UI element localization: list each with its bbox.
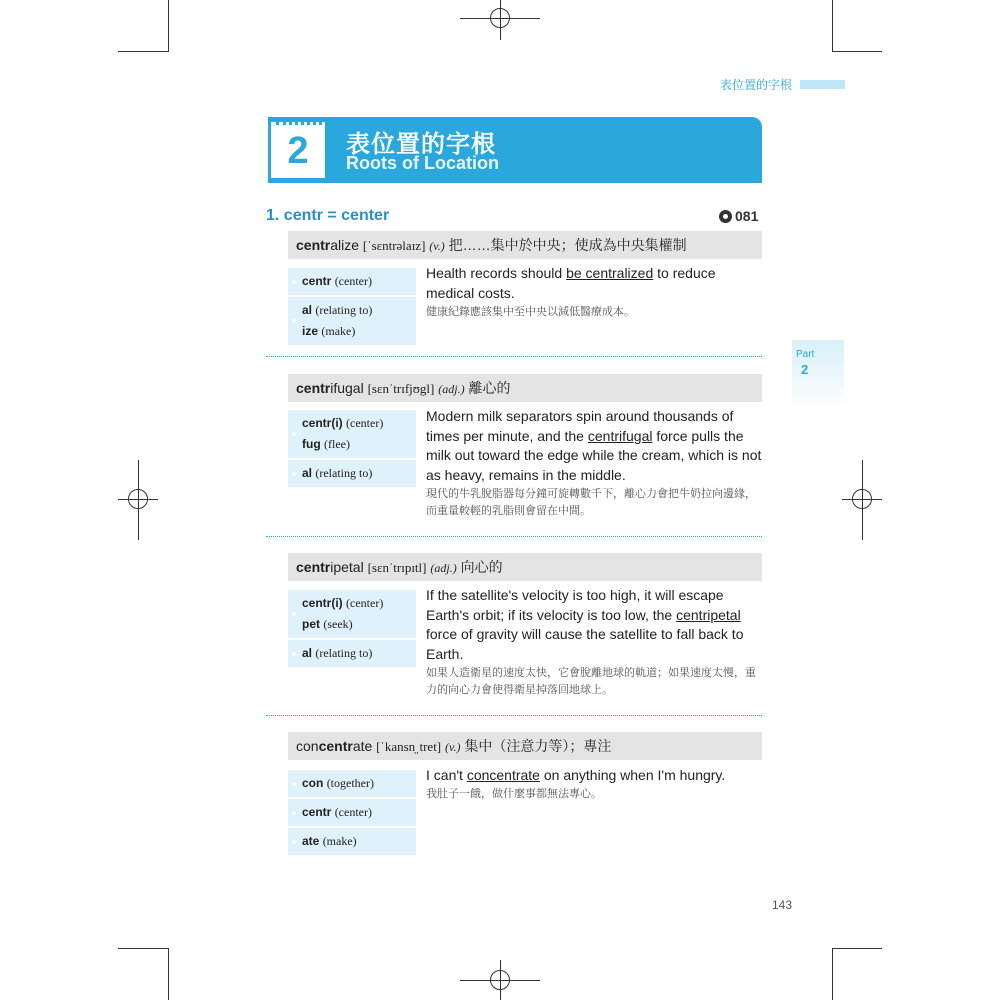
headword-bar (288, 374, 762, 402)
example-keyword: centrifugal (587, 427, 653, 444)
part-tab-label: Part (796, 349, 815, 360)
example-translation: 我肚子一餓，做什麼事都無法專心。 (426, 788, 602, 800)
audio-track-number: 081 (735, 208, 759, 224)
page-number: 143 (772, 898, 793, 912)
morpheme-root: centr (302, 274, 332, 288)
bullet-icon (292, 840, 296, 844)
morpheme-box (288, 590, 416, 669)
morpheme-group (288, 590, 416, 640)
entry-divider (266, 356, 762, 357)
morpheme (302, 413, 416, 434)
chapter-title-en: Roots of Location (346, 153, 499, 173)
example-keyword: concentrate (466, 767, 540, 783)
running-head: 表位置的字根 (720, 78, 793, 92)
headword-root: centr (318, 738, 353, 754)
pronunciation: [sɛnˈtrɪpɪtl] (367, 560, 427, 575)
morpheme-group (288, 297, 416, 347)
registration-mark (490, 970, 510, 990)
crop-mark (832, 51, 882, 52)
bullet-icon (292, 612, 296, 616)
morpheme-gloss: (make) (321, 324, 356, 338)
pronunciation: [ˈkansn̩ˌtret] (376, 739, 442, 754)
chapter-title-zh: 表位置的字根 (346, 131, 496, 158)
crop-mark (832, 948, 833, 1000)
morpheme-root: centr(i) (302, 416, 343, 430)
bullet-icon (292, 319, 296, 323)
running-head-bar (800, 80, 845, 89)
registration-mark (128, 489, 148, 509)
crop-mark (168, 0, 169, 52)
bullet-icon (292, 472, 296, 476)
headword-root: centr (296, 559, 331, 575)
headword-suffix: alize (330, 237, 360, 253)
morpheme-gloss: (flee) (324, 437, 350, 451)
morpheme (302, 321, 416, 342)
morpheme-gloss: (center) (346, 416, 384, 430)
morpheme-gloss: (relating to) (315, 466, 373, 480)
headword-bar (288, 553, 762, 581)
bullet-icon (292, 782, 296, 786)
morpheme-root: con (302, 776, 324, 790)
crop-mark (118, 51, 168, 52)
morpheme-gloss: (seek) (323, 617, 353, 631)
morpheme-group (288, 640, 416, 669)
morpheme-root: al (302, 646, 313, 660)
part-of-speech: (adj.) (430, 561, 457, 575)
crop-mark (832, 948, 882, 949)
example-text: on anything when I'm hungry. (539, 767, 726, 783)
example-translation: 現代的牛乳脫脂器每分鐘可旋轉數千下，離心力會把牛奶拉向邊緣，而重量較輕的乳脂則會留在中間。 (426, 488, 756, 517)
example-text: Health records should (426, 265, 567, 281)
morpheme-root: ate (302, 834, 320, 848)
registration-mark (490, 8, 510, 28)
example-sentence (426, 407, 766, 485)
morpheme-box (288, 268, 416, 347)
example-text: to reduce medical costs. (426, 265, 716, 301)
example-text: Modern milk separators spin around thousands of times per minute, and the (426, 408, 734, 444)
crop-mark (168, 948, 169, 1000)
morpheme-root: fug (302, 437, 321, 451)
meaning-zh: 集中（注意力等）；專注 (464, 738, 612, 754)
morpheme-gloss: (relating to) (315, 303, 373, 317)
entry-divider (266, 715, 762, 716)
example-text: If the satellite's velocity is too high, it will escape Earth's orbit; if its velocity is too low, the (426, 587, 724, 623)
morpheme (302, 593, 416, 614)
headword-suffix: ifugal (330, 380, 364, 396)
meaning-zh: 把……集中於中央；使成為中央集權制 (448, 237, 687, 253)
morpheme (302, 643, 416, 664)
example-text: force pulls the milk out toward the edge while the cream, which is not as heavy, remains in the middle. (426, 427, 762, 483)
bullet-icon (292, 280, 296, 284)
example-keyword: be centralized (566, 265, 654, 281)
morpheme-gloss: (center) (334, 274, 372, 288)
morpheme-group (288, 799, 416, 828)
chapter-banner (268, 117, 762, 183)
morpheme-root: pet (302, 617, 320, 631)
example-sentence (426, 586, 766, 664)
morpheme (302, 463, 416, 484)
headword-root: centr (296, 380, 331, 396)
crop-mark (832, 0, 833, 52)
morpheme (302, 300, 416, 321)
audio-track[interactable] (719, 208, 758, 224)
morpheme-group (288, 828, 416, 857)
meaning-zh: 向心的 (460, 559, 503, 575)
morpheme (302, 831, 416, 852)
example-sentence (426, 264, 766, 303)
pronunciation: [ˈsɛntrəlaɪz] (362, 238, 426, 253)
morpheme-root: centr(i) (302, 596, 343, 610)
section-title: 1. centr = center (266, 207, 390, 224)
meaning-zh: 離心的 (468, 380, 511, 396)
example-sentence (426, 766, 766, 786)
morpheme (302, 271, 416, 292)
bullet-icon (292, 432, 296, 436)
morpheme-gloss: (together) (326, 776, 374, 790)
morpheme-gloss: (make) (322, 834, 357, 848)
registration-mark (852, 489, 872, 509)
audio-disc-icon (719, 210, 732, 223)
morpheme (302, 434, 416, 455)
morpheme (302, 802, 416, 823)
headword-bar (288, 732, 762, 760)
morpheme-group (288, 410, 416, 460)
morpheme-gloss: (center) (346, 596, 384, 610)
example-text: I can't (426, 767, 467, 783)
crop-mark (118, 948, 168, 949)
chapter-number: 2 (287, 130, 309, 172)
example-translation: 如果人造衛星的速度太快，它會脫離地球的軌道；如果速度太慢，重力的向心力會使得衛星掉落回地球上。 (426, 667, 756, 696)
morpheme (302, 773, 416, 794)
bullet-icon (292, 811, 296, 815)
headword-bar (288, 231, 762, 259)
morpheme-gloss: (relating to) (315, 646, 373, 660)
example-translation: 健康紀錄應該集中至中央以減低醫療成本。 (426, 306, 635, 318)
morpheme-box (288, 770, 416, 857)
headword-suffix: ate (352, 738, 373, 754)
morpheme-root: al (302, 303, 313, 317)
morpheme-root: ize (302, 324, 319, 338)
example-keyword: centripetal (676, 606, 741, 623)
headword-root: centr (296, 237, 331, 253)
morpheme-group (288, 460, 416, 489)
morpheme-box (288, 410, 416, 489)
morpheme-gloss: (center) (334, 805, 372, 819)
part-of-speech: (adj.) (438, 382, 465, 396)
headword-suffix: ipetal (330, 559, 364, 575)
morpheme-root: centr (302, 805, 332, 819)
bullet-icon (292, 652, 296, 656)
notebook-binding-icon (276, 122, 322, 128)
morpheme-group (288, 268, 416, 297)
part-of-speech: (v.) (429, 239, 445, 253)
morpheme-group (288, 770, 416, 799)
example-text: force of gravity will cause the satellite to fall back to Earth. (426, 626, 744, 662)
morpheme (302, 614, 416, 635)
morpheme-root: al (302, 466, 313, 480)
headword-prefix: con (296, 738, 319, 754)
pronunciation: [sɛnˈtrɪfjʊgl] (367, 381, 435, 396)
part-of-speech: (v.) (445, 740, 461, 754)
part-tab-number: 2 (801, 362, 809, 377)
entry-divider (266, 536, 762, 537)
